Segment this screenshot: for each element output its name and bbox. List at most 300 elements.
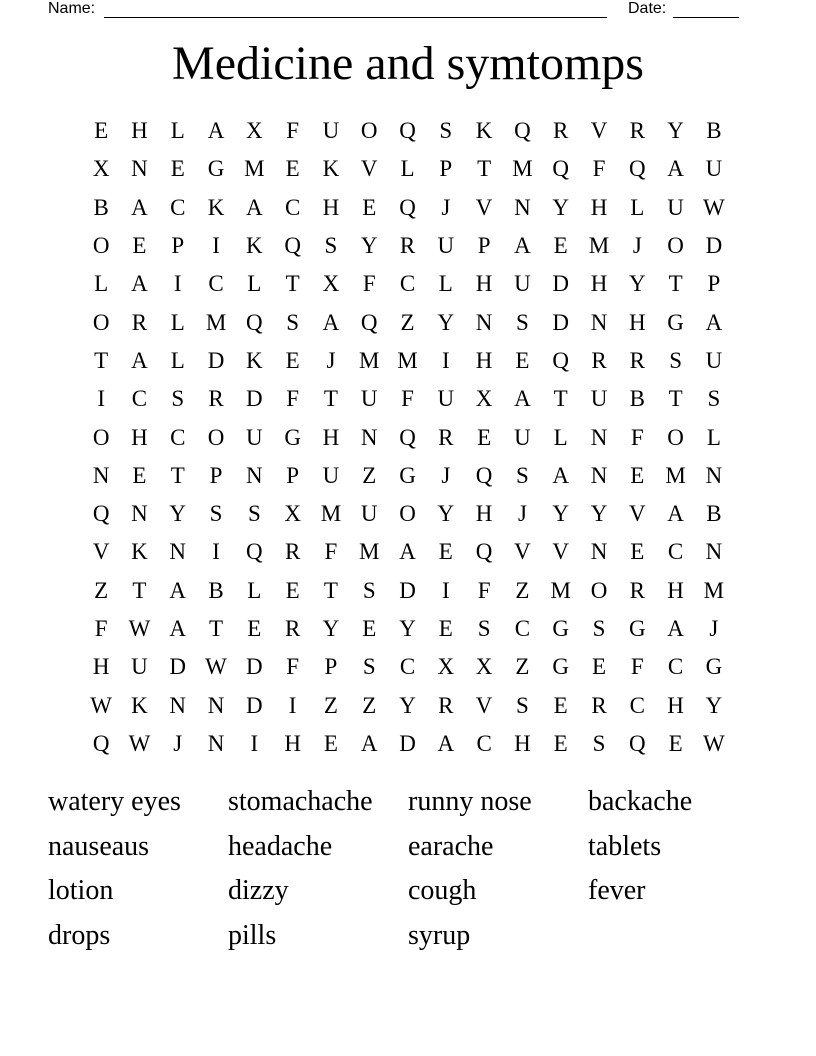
grid-letter: M [512,156,533,182]
grid-letter: G [667,309,684,335]
grid-letter: M [205,309,227,335]
grid-letter: H [590,271,608,297]
grid-letter: Z [362,692,377,718]
grid-letter: H [322,424,340,450]
grid-letter: R [131,309,148,335]
grid-letter: P [324,654,338,680]
grid-letter: G [399,462,416,488]
grid-letter: S [707,386,721,412]
grid-letter: L [706,424,721,450]
grid-letter: C [514,616,531,641]
grid-letter: C [208,271,224,297]
grid-letter: P [286,462,300,488]
grid-letter: C [399,654,416,680]
page-title: Medicine and symtomps [172,37,644,90]
grid-letter: A [169,577,187,603]
word-list-item: pills [228,919,277,951]
grid-letter: U [322,462,340,488]
grid-letter: M [397,347,418,373]
grid-letter: Q [246,539,263,565]
grid-letter: U [437,233,455,259]
grid-letter: S [516,462,529,488]
word-list-item: watery eyes [48,786,181,817]
grid-letter: S [516,692,529,718]
grid-letter: K [322,156,340,182]
grid-letter: A [360,730,378,756]
grid-letter: U [131,654,148,680]
grid-letter: Q [399,118,416,144]
grid-letter: I [441,347,450,373]
grid-letter: Q [475,462,493,488]
grid-letter: D [246,654,263,680]
grid-letter: Y [322,616,340,641]
header [0,0,816,20]
grid-letter: F [94,616,108,641]
grid-letter: Y [667,118,684,144]
grid-letter: B [208,577,224,603]
word-list-item: backache [588,786,693,817]
grid-letter: I [212,539,220,565]
grid-letter: E [438,539,453,565]
grid-letter: F [286,654,300,680]
grid-letter: Y [552,501,570,527]
grid-letter: O [92,424,110,450]
grid-letter: M [320,501,342,527]
grid-letter: C [399,271,416,297]
grid-letter: P [439,156,453,182]
grid-letter: R [629,347,645,373]
grid-letter: T [209,616,224,641]
grid-letter: H [514,730,531,756]
grid-letter: F [477,577,491,603]
grid-letter: Z [323,692,338,718]
word-list-item: nauseaus [48,830,150,862]
grid-letter: D [169,654,187,680]
grid-letter: O [590,577,608,603]
grid-letter: S [324,233,338,259]
word-list-item: runny nose [408,786,532,817]
grid-letter: N [590,462,608,488]
grid-letter: D [246,386,263,412]
grid-letter: X [475,386,493,412]
grid-letter: A [399,539,416,565]
grid-letter: C [629,692,645,718]
grid-letter: E [285,347,300,373]
grid-letter: H [322,194,340,220]
grid-letter: G [552,654,570,680]
grid-letter: Q [360,309,378,335]
grid-letter: E [94,118,109,144]
grid-letter: T [323,386,338,412]
grid-letter: G [705,654,723,680]
grid-letter: J [441,462,451,488]
grid-letter: F [362,271,376,297]
date-label: Date: [628,0,667,17]
grid-letter: L [438,271,453,297]
grid-letter: Y [399,616,416,641]
grid-letter: I [441,577,450,603]
grid-letter: W [703,194,725,220]
grid-letter: X [284,501,301,527]
grid-letter: C [667,654,684,680]
grid-letter: R [591,347,607,373]
grid-letter: Y [399,692,416,718]
grid-letter: R [629,577,645,603]
grid-letter: U [514,271,531,297]
grid-letter: V [590,118,608,144]
grid-letter: O [92,309,110,335]
grid-letter: E [630,539,645,565]
grid-letter: H [590,194,608,220]
grid-letter: J [632,233,642,259]
grid-letter: T [323,577,338,603]
grid-letter: N [360,424,378,450]
grid-letter: R [284,539,301,565]
grid-letter: K [131,692,148,718]
grid-letter: D [246,692,263,718]
grid-letter: Y [590,501,608,527]
grid-letter: N [590,424,608,450]
grid-letter: O [399,501,416,527]
grid-letter: A [667,156,684,182]
word-list-item: headache [228,830,333,862]
grid-letter: I [250,730,259,756]
grid-letter: N [705,462,723,488]
grid-letter: A [131,271,148,297]
grid-letter: Q [628,156,646,182]
grid-letter: F [630,424,644,450]
grid-letter: N [169,692,187,718]
word-list-item: dizzy [228,875,289,906]
grid-letter: O [207,424,225,450]
grid-letter: V [475,692,493,718]
grid-letter: C [131,386,148,412]
grid-letter: T [553,386,568,412]
grid-letter: V [552,539,570,565]
grid-letter: T [94,347,109,373]
grid-letter: N [590,539,608,565]
name-label: Name: [48,0,96,17]
grid-letter: E [438,616,453,641]
grid-letter: I [288,692,297,718]
grid-letter: W [703,730,725,756]
grid-letter: H [475,501,493,527]
grid-letter: Y [437,309,455,335]
grid-letter: O [667,424,684,450]
grid-letter: O [360,118,378,144]
grid-letter: N [169,539,187,565]
grid-letter: K [207,194,225,220]
word-list [48,780,768,958]
grid-letter: A [705,309,723,335]
grid-letter: Q [475,539,493,565]
grid-letter: Z [362,462,377,488]
grid-letter: F [286,386,300,412]
grid-letter: Y [552,194,570,220]
grid-letter: U [590,386,608,412]
name-blank-line[interactable] [104,17,607,18]
grid-letter: H [667,692,684,718]
grid-letter: N [475,309,493,335]
grid-letter: U [705,156,723,182]
grid-letter: C [170,424,186,450]
grid-letter: C [667,539,684,565]
grid-letter: T [668,386,683,412]
grid-letter: N [246,462,263,488]
grid-letter: D [207,347,225,373]
grid-letter: J [709,616,719,641]
grid-letter: E [362,616,377,641]
word-list-item: stomachache [228,786,373,817]
grid-letter: U [437,386,455,412]
grid-letter: U [360,501,378,527]
grid-letter: U [246,424,263,450]
grid-letter: H [628,309,646,335]
grid-letter: N [92,462,110,488]
grid-letter: A [514,386,531,412]
grid-letter: J [517,501,527,527]
grid-letter: P [171,233,185,259]
grid-letter: Z [94,577,109,603]
grid-letter: L [170,118,185,144]
grid-letter: N [705,539,723,565]
grid-letter: M [588,233,610,259]
grid-letter: V [360,156,378,182]
grid-letter: Q [628,730,646,756]
grid-letter: A [246,194,263,220]
grid-letter: L [170,347,185,373]
grid-letter: M [550,577,571,603]
grid-letter: Q [552,347,570,373]
grid-letter: B [706,118,722,144]
grid-letter: K [246,347,263,373]
grid-letter: K [246,233,263,259]
grid-letter: E [553,692,568,718]
grid-letter: A [437,730,455,756]
grid-letter: Q [514,118,531,144]
grid-letter: M [359,539,380,565]
grid-letter: Q [92,730,110,756]
date-blank-line[interactable] [673,17,739,18]
grid-letter: Q [399,424,416,450]
grid-letter: L [94,271,109,297]
grid-letter: U [360,386,378,412]
grid-letter: A [667,501,684,527]
grid-letter: R [629,118,645,144]
grid-letter: D [705,233,723,259]
grid-letter: S [362,577,376,603]
grid-letter: F [286,118,300,144]
grid-letter: Y [628,271,646,297]
grid-letter: R [553,118,569,144]
grid-letter: U [514,424,531,450]
grid-letter: E [170,156,185,182]
grid-letter: M [244,156,265,182]
grid-letter: S [209,501,223,527]
grid-letter: U [667,194,684,220]
grid-letter: M [665,462,686,488]
grid-letter: G [552,616,570,641]
grid-letter: S [171,386,185,412]
grid-letter: X [92,156,110,182]
grid-letter: X [475,654,493,680]
grid-letter: S [286,309,300,335]
grid-letter: X [246,118,263,144]
word-list-item: cough [408,875,477,906]
grid-letter: N [131,156,148,182]
grid-letter: L [170,309,185,335]
grid-letter: I [97,386,105,412]
grid-letter: Z [400,309,415,335]
grid-letter: R [438,692,454,718]
grid-letter: F [324,539,338,565]
grid-letter: R [399,233,416,259]
grid-letter: L [630,194,645,220]
grid-letter: B [706,501,722,527]
grid-letter: E [285,577,300,603]
grid-letter: Q [399,194,416,220]
grid-letter: E [362,194,377,220]
grid-letter: J [326,347,336,373]
grid-letter: C [284,194,301,220]
grid-letter: X [437,654,455,680]
grid-letter: S [592,730,606,756]
grid-letter: V [514,539,531,565]
grid-letter: S [669,347,682,373]
grid-letter: B [93,194,109,220]
grid-letter: E [630,462,645,488]
grid-letter: R [591,692,607,718]
grid-letter: A [131,194,148,220]
grid-letter: Q [552,156,570,182]
grid-letter: E [132,233,147,259]
grid-letter: X [322,271,340,297]
grid-letter: O [92,233,110,259]
grid-letter: E [515,347,530,373]
grid-letter: I [173,271,182,297]
grid-letter: I [212,233,220,259]
grid-letter: S [439,118,453,144]
grid-letter: V [92,539,110,565]
grid-letter: P [477,233,491,259]
grid-letter: H [131,118,148,144]
grid-letter: E [591,654,607,680]
grid-letter: Z [515,654,530,680]
word-list-item: lotion [48,875,114,906]
grid-letter: T [285,271,300,297]
grid-letter: T [668,271,683,297]
grid-letter: F [630,654,644,680]
grid-letter: Q [92,501,110,527]
grid-letter: D [552,309,570,335]
grid-letter: Y [705,692,723,718]
grid-letter: P [209,462,223,488]
word-list-item: tablets [588,830,662,862]
grid-letter: E [323,730,338,756]
grid-letter: F [592,156,606,182]
grid-letter: R [284,616,301,641]
grid-letter: A [552,462,570,488]
grid-letter: R [208,386,224,412]
grid-letter: Q [284,233,301,259]
grid-letter: F [401,386,414,412]
grid-letter: E [285,156,300,182]
grid-letter: D [552,271,570,297]
grid-letter: M [359,347,380,373]
grid-letter: G [207,156,225,182]
grid-letter: M [703,577,725,603]
grid-letter: W [128,730,151,756]
grid-letter: S [516,309,529,335]
grid-letter: Y [169,501,187,527]
grid-letter: N [207,730,225,756]
grid-letter: N [590,309,608,335]
grid-letter: A [514,233,531,259]
grid-letter: Q [246,309,263,335]
grid-letter: E [247,616,262,641]
grid-letter: A [207,118,225,144]
grid-letter: W [90,692,112,718]
grid-letter: P [707,271,721,297]
grid-letter: G [284,424,301,450]
grid-letter: H [475,347,493,373]
grid-letter: A [667,616,684,641]
grid-letter: V [475,194,493,220]
grid-letter: A [131,347,148,373]
grid-letter: K [475,118,493,144]
grid-letter: D [399,577,416,603]
grid-letter: T [132,577,147,603]
grid-letter: Z [515,577,530,603]
grid-letter: Y [360,233,378,259]
grid-letter: J [441,194,451,220]
grid-letter: Y [437,501,455,527]
grid-letter: L [400,156,415,182]
grid-letter: O [667,233,684,259]
grid-letter: K [131,539,148,565]
grid-letter: N [207,692,225,718]
grid-letter: L [247,271,262,297]
grid-letter: E [132,462,147,488]
grid-letter: U [322,118,340,144]
grid-letter: H [284,730,301,756]
grid-letter: A [322,309,340,335]
grid-letter: S [362,654,376,680]
grid-letter: E [477,424,492,450]
letter-grid [82,112,733,763]
grid-letter: S [477,616,491,641]
grid-letter: E [668,730,683,756]
grid-letter: W [128,616,151,641]
word-list-item: drops [48,919,111,951]
grid-letter: E [553,233,568,259]
grid-letter: H [131,424,148,450]
grid-letter: R [438,424,454,450]
grid-letter: G [628,616,646,641]
word-list-item: syrup [408,919,471,951]
grid-letter: S [247,501,261,527]
grid-letter: E [553,730,568,756]
grid-letter: C [170,194,186,220]
grid-letter: H [667,577,684,603]
grid-letter: L [247,577,262,603]
grid-letter: N [131,501,148,527]
grid-letter: T [170,462,185,488]
grid-letter: N [514,194,531,220]
grid-letter: H [92,654,110,680]
grid-letter: U [705,347,723,373]
grid-letter: B [629,386,645,412]
